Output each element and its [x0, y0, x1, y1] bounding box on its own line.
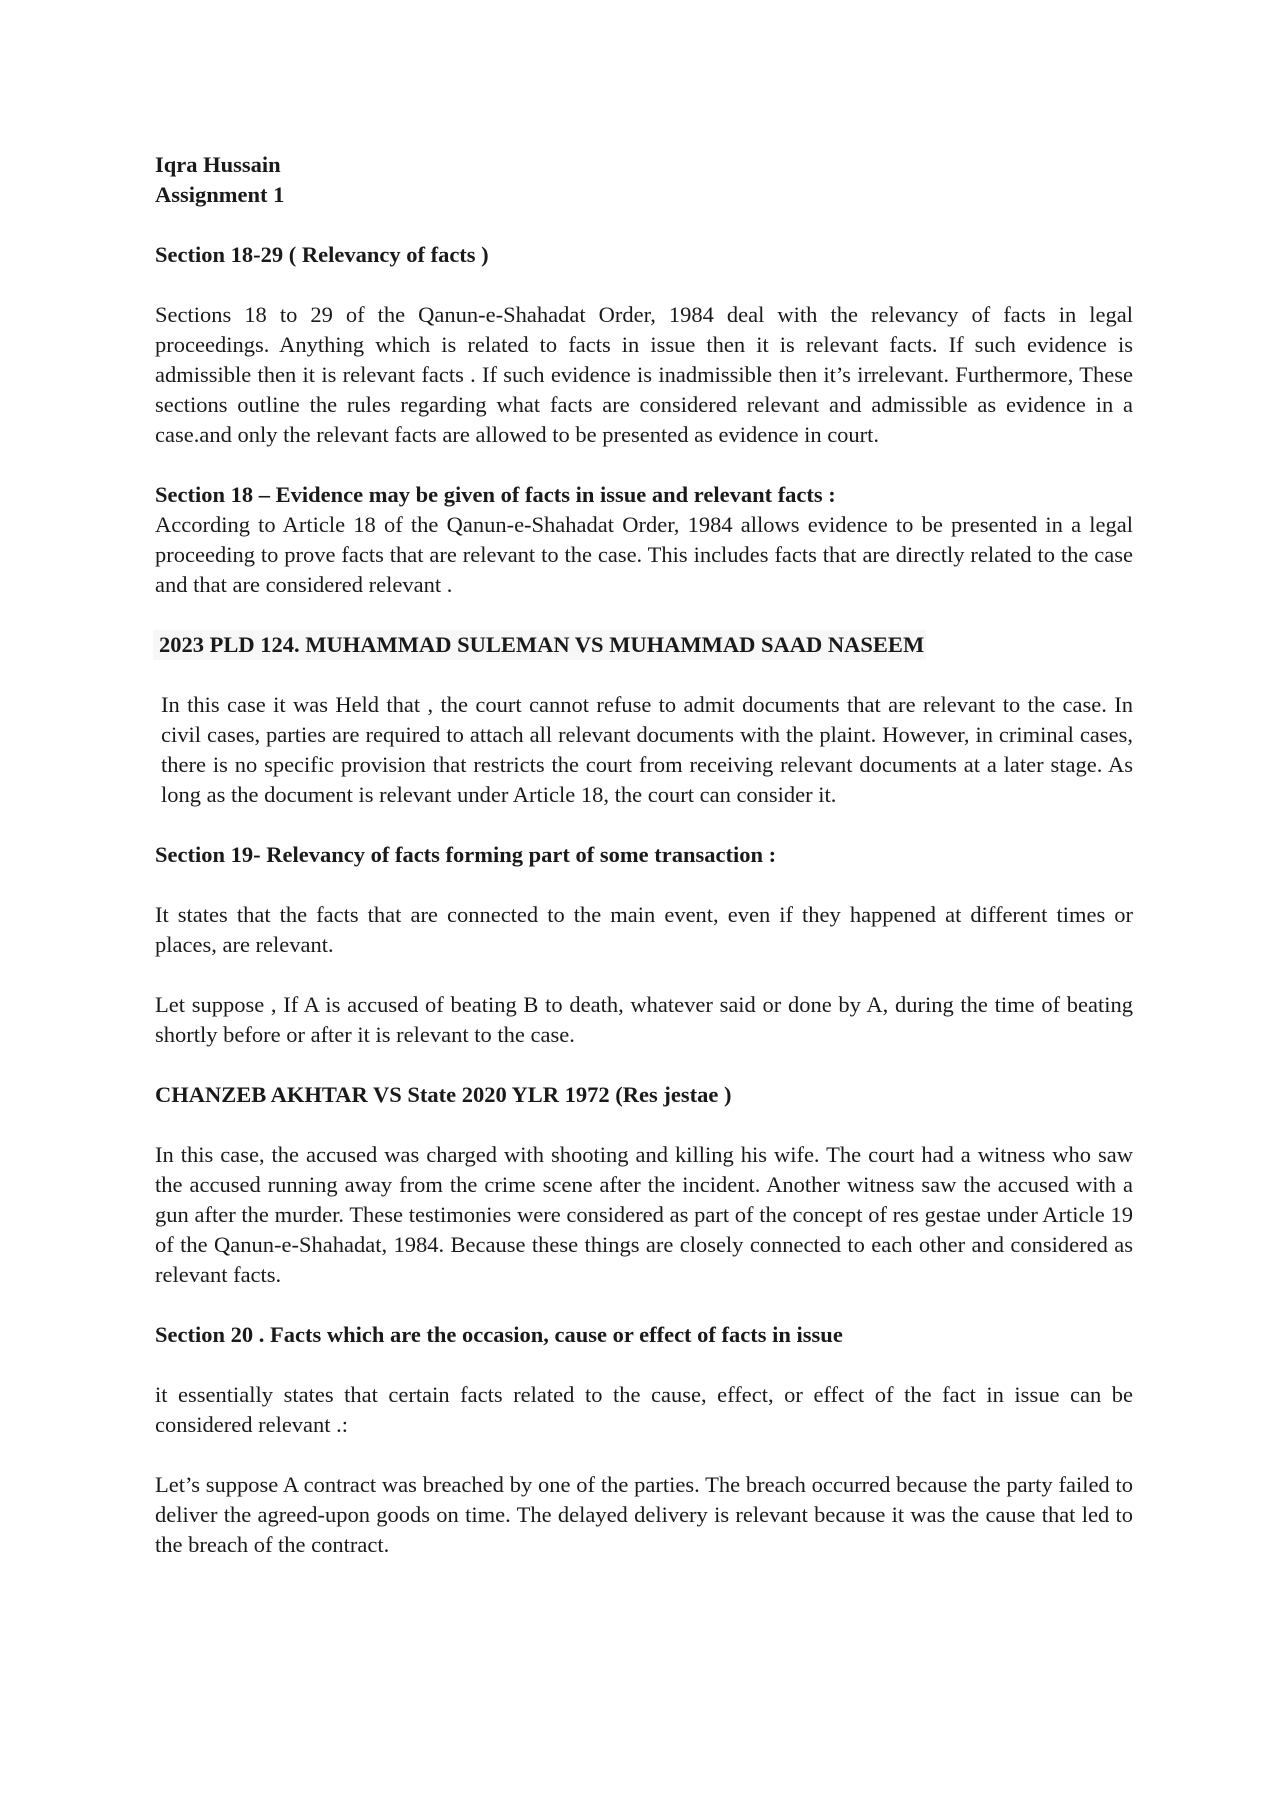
section-19-heading: Section 19- Relevancy of facts forming part of some transaction :: [155, 842, 777, 867]
section-20-paragraph: it essentially states that certain facts related to the cause, effect, or effect of the fact in issue can be considered relevant .:: [155, 1382, 1133, 1437]
assignment-title: Assignment 1: [155, 182, 285, 207]
author-name: Iqra Hussain: [155, 152, 281, 177]
section-20-heading: Section 20 . Facts which are the occasion, cause or effect of facts in issue: [155, 1322, 843, 1347]
section-19-case-title: CHANZEB AKHTAR VS State 2020 YLR 1972 (Res jestae ): [155, 1082, 732, 1107]
section-19-paragraph: It states that the facts that are connected to the main event, even if they happened at different times or places, are relevant.: [155, 902, 1133, 957]
section-19-example: Let suppose , If A is accused of beating B to death, whatever said or done by A, during the time of beating shortly before or after it is relevant to the case.: [155, 992, 1133, 1047]
section-18-case-paragraph: In this case it was Held that , the court cannot refuse to admit documents that are relevant to the case. In civil cases, parties are required to attach all relevant documents with the plaint. However, in criminal cases, there is no specific provision that restricts the court from receiving relevant documents at a later stage. As long as the document is relevant under Article 18, the court can consider it.: [161, 692, 1133, 807]
intro-heading: Section 18-29 ( Relevancy of facts ): [155, 242, 489, 267]
section-18-case-title: 2023 PLD 124. MUHAMMAD SULEMAN VS MUHAMMAD SAAD NASEEM: [153, 630, 926, 660]
intro-paragraph: Sections 18 to 29 of the Qanun-e-Shahadat Order, 1984 deal with the relevancy of facts in legal proceedings. Anything which is related to facts in issue then it is relevant facts. If such evidence is admissible then it is relevant facts . If such evidence is inadmissible then it’s irrelevant. Furthermore, These sections outline the rules regarding what facts are considered relevant and admissible as evidence in a case.and only the relevant facts are allowed to be presented as evidence in court.: [155, 302, 1133, 447]
document-page: [155, 150, 1133, 1560]
section-18-heading: Section 18 – Evidence may be given of facts in issue and relevant facts :: [155, 482, 836, 507]
section-18-paragraph: According to Article 18 of the Qanun-e-Shahadat Order, 1984 allows evidence to be presented in a legal proceeding to prove facts that are relevant to the case. This includes facts that are directly related to the case and that are considered relevant .: [155, 512, 1133, 597]
section-20-example: Let’s suppose A contract was breached by one of the parties. The breach occurred because the party failed to deliver the agreed-upon goods on time. The delayed delivery is relevant because it was the cause that led to the breach of the contract.: [155, 1472, 1133, 1557]
section-19-case-paragraph: In this case, the accused was charged with shooting and killing his wife. The court had a witness who saw the accused running away from the crime scene after the incident. Another witness saw the accused with a gun after the murder. These testimonies were considered as part of the concept of res gestae under Article 19 of the Qanun-e-Shahadat, 1984. Because these things are closely connected to each other and considered as relevant facts.: [155, 1142, 1133, 1287]
